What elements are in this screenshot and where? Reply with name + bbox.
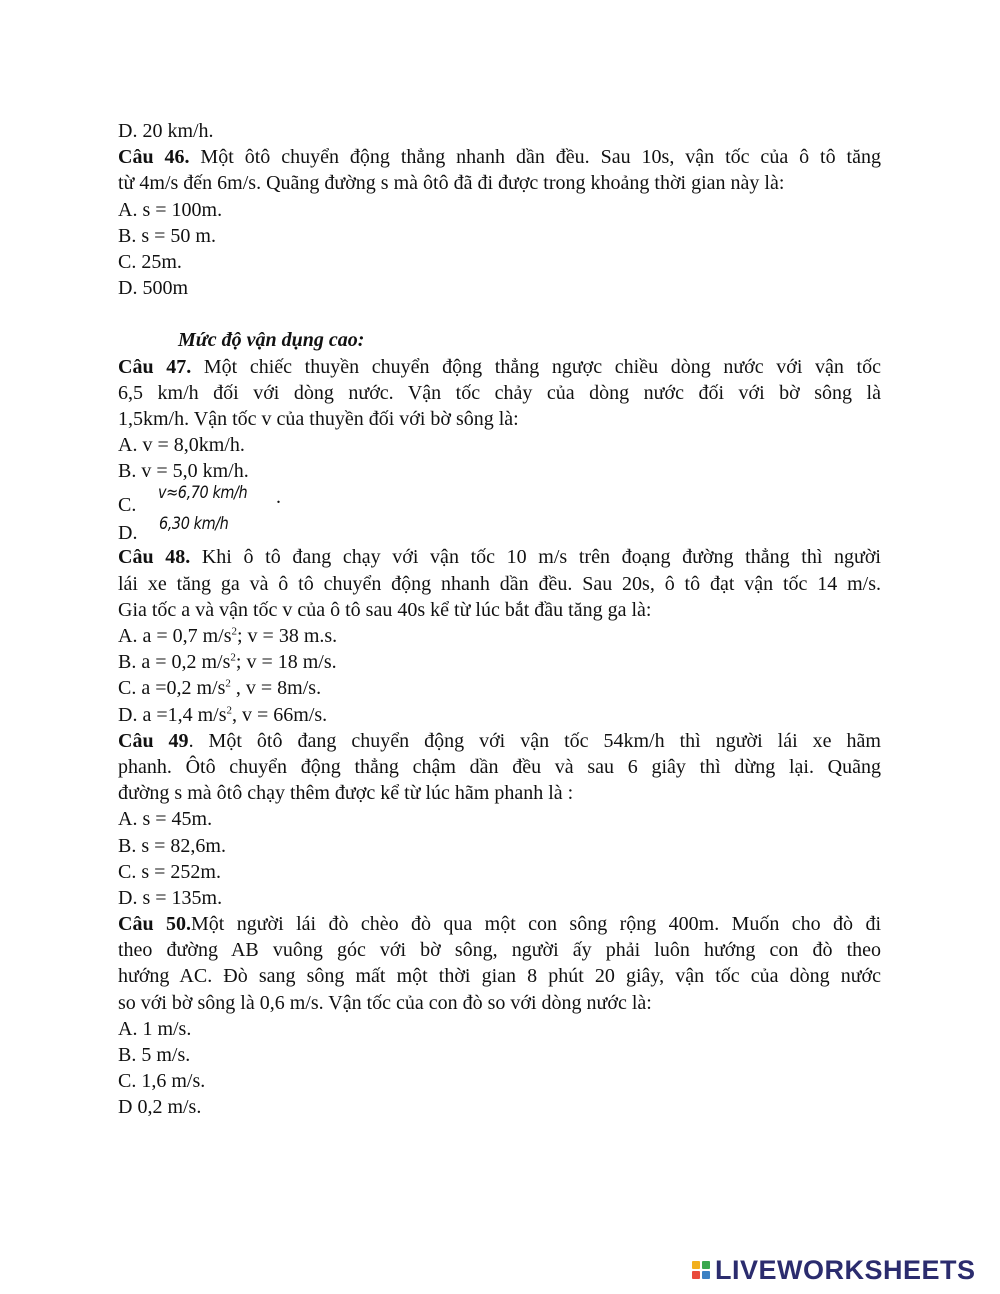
q50-stem-line-4: so với bờ sông là 0,6 m/s. Vận tốc của con đò so với dòng nước là: bbox=[118, 991, 652, 1014]
logo-square bbox=[702, 1271, 710, 1279]
q46-option-a[interactable]: A. s = 100m. bbox=[118, 198, 223, 221]
q48-a-pre: A. a = 0,7 m/s bbox=[118, 625, 232, 647]
q46-option-b[interactable]: B. s = 50 m. bbox=[118, 224, 216, 247]
q45-answer-d: D. 20 km/h. bbox=[118, 120, 214, 142]
q50-stem-line-2: theo đường AB vuông góc với bờ sông, người ấy phải luôn hướng con đò theo bbox=[118, 939, 881, 962]
q46-stem-line-2: từ 4m/s đến 6m/s. Quãng đường s mà ôtô đã đi được trong khoảng thời gian này là: bbox=[118, 172, 785, 195]
q48-d-post: , v = 66m/s. bbox=[232, 703, 328, 726]
worksheet-page bbox=[118, 118, 881, 1121]
q46-option-d[interactable]: D. 500m bbox=[118, 277, 188, 300]
q49-option-c[interactable]: C. s = 252m. bbox=[118, 860, 221, 883]
superscript: 2 bbox=[225, 677, 231, 690]
logo-text: LIVEWORKSHEETS bbox=[715, 1254, 976, 1285]
q48-option-c[interactable] bbox=[118, 675, 881, 701]
q50-stem-line-3: hướng AC. Đò sang sông mất một thời gian 8 phút 20 giây, vận tốc của dòng nước bbox=[118, 965, 881, 988]
liveworksheets-logo[interactable] bbox=[692, 1255, 976, 1285]
q47-option-c-suffix: . bbox=[276, 486, 281, 509]
q48-label: Câu 48. bbox=[118, 546, 191, 569]
q49-stem-line-3: đường s mà ôtô chạy thêm được kể từ lúc hãm phanh là : bbox=[118, 782, 574, 805]
q47-stem-line-3: 1,5km/h. Vận tốc v của thuyền đối với bờ sông là: bbox=[118, 407, 519, 430]
q48-d-pre: D. a =1,4 m/s bbox=[118, 703, 227, 726]
superscript: 2 bbox=[226, 703, 232, 716]
q48-b-post: ; v = 18 m/s. bbox=[235, 651, 337, 674]
logo-icon bbox=[692, 1261, 710, 1279]
q49-stem-line-2: phanh. Ôtô chuyển động thẳng chậm dần đều và sau 6 giây thì dừng lại. Quãng bbox=[118, 755, 881, 778]
logo-square bbox=[692, 1271, 700, 1279]
q50-option-c[interactable]: C. 1,6 m/s. bbox=[118, 1070, 206, 1093]
q48-option-a[interactable] bbox=[118, 623, 881, 649]
q50-option-b[interactable]: B. 5 m/s. bbox=[118, 1044, 191, 1066]
logo-square bbox=[702, 1261, 710, 1269]
q47-option-c[interactable] bbox=[118, 483, 881, 517]
q46-label: Câu 46. bbox=[118, 146, 190, 169]
q47-option-b[interactable]: B. v = 5,0 km/h. bbox=[118, 460, 249, 483]
section-heading: Mức độ vận dụng cao: bbox=[178, 329, 365, 352]
q48-option-d[interactable] bbox=[118, 702, 881, 728]
q48-stem-line-1 bbox=[118, 544, 881, 570]
q49-text-1: . Một ôtô đang chuyển động với vận tốc 54km/h thì người lái xe hãm bbox=[188, 729, 881, 752]
q50-option-a[interactable]: A. 1 m/s. bbox=[118, 1017, 192, 1040]
q48-stem-line-3: Gia tốc a và vận tốc v của ô tô sau 40s kể từ lúc bắt đầu tăng ga là: bbox=[118, 598, 652, 621]
q47-text-1: Một chiếc thuyền chuyển động thẳng ngược chiều dòng nước với vận tốc bbox=[191, 355, 881, 378]
q50-text-1: Một người lái đò chèo đò qua một con sông rộng 400m. Muốn cho đò đi bbox=[190, 913, 881, 936]
q47-option-d-prefix: D. bbox=[118, 522, 138, 545]
logo-square bbox=[692, 1261, 700, 1269]
spacer bbox=[118, 301, 881, 327]
q46-option-c[interactable]: C. 25m. bbox=[118, 250, 182, 273]
q50-option-d[interactable]: D 0,2 m/s. bbox=[118, 1096, 202, 1119]
q47-option-c-prefix: C. bbox=[118, 494, 137, 517]
q47-option-a[interactable]: A. v = 8,0km/h. bbox=[118, 434, 245, 457]
q46-stem-line-1 bbox=[118, 144, 881, 170]
q47-option-c-formula: v≈6,70 km/h bbox=[158, 483, 248, 504]
q48-a-post: ; v = 38 m.s. bbox=[237, 625, 338, 647]
q48-c-post: , v = 8m/s. bbox=[230, 677, 322, 700]
q50-stem-line-1 bbox=[118, 911, 881, 937]
q49-option-b[interactable]: B. s = 82,6m. bbox=[118, 834, 226, 857]
q47-stem-line-1 bbox=[118, 354, 881, 380]
q47-label: Câu 47. bbox=[118, 355, 192, 378]
q47-option-d[interactable] bbox=[118, 514, 881, 544]
q49-stem-line-1 bbox=[118, 728, 881, 754]
q50-label: Câu 50. bbox=[118, 913, 191, 936]
q46-text-1: Một ôtô chuyển động thẳng nhanh dần đều. Sau 10s, vận tốc của ô tô tăng bbox=[189, 146, 881, 169]
q48-option-b[interactable] bbox=[118, 649, 881, 675]
q47-stem-line-2: 6,5 km/h đối với dòng nước. Vận tốc chảy của dòng nước đối với bờ sông là bbox=[118, 381, 881, 404]
q49-option-a[interactable]: A. s = 45m. bbox=[118, 808, 213, 831]
superscript: 2 bbox=[230, 651, 236, 664]
q47-option-d-formula: 6,30 km/h bbox=[159, 514, 229, 535]
superscript: 2 bbox=[231, 625, 237, 638]
q48-b-pre: B. a = 0,2 m/s bbox=[118, 651, 231, 674]
q48-stem-line-2: lái xe tăng ga và ô tô chuyển động nhanh dần đều. Sau 20s, ô tô đạt vận tốc 14 m/s. bbox=[118, 572, 881, 595]
q48-text-1: Khi ô tô đang chạy với vận tốc 10 m/s trên đoạng đường thẳng thì người bbox=[190, 546, 881, 569]
q49-option-d[interactable]: D. s = 135m. bbox=[118, 886, 223, 909]
q48-c-pre: C. a =0,2 m/s bbox=[118, 677, 226, 700]
q49-label: Câu 49 bbox=[118, 729, 189, 752]
